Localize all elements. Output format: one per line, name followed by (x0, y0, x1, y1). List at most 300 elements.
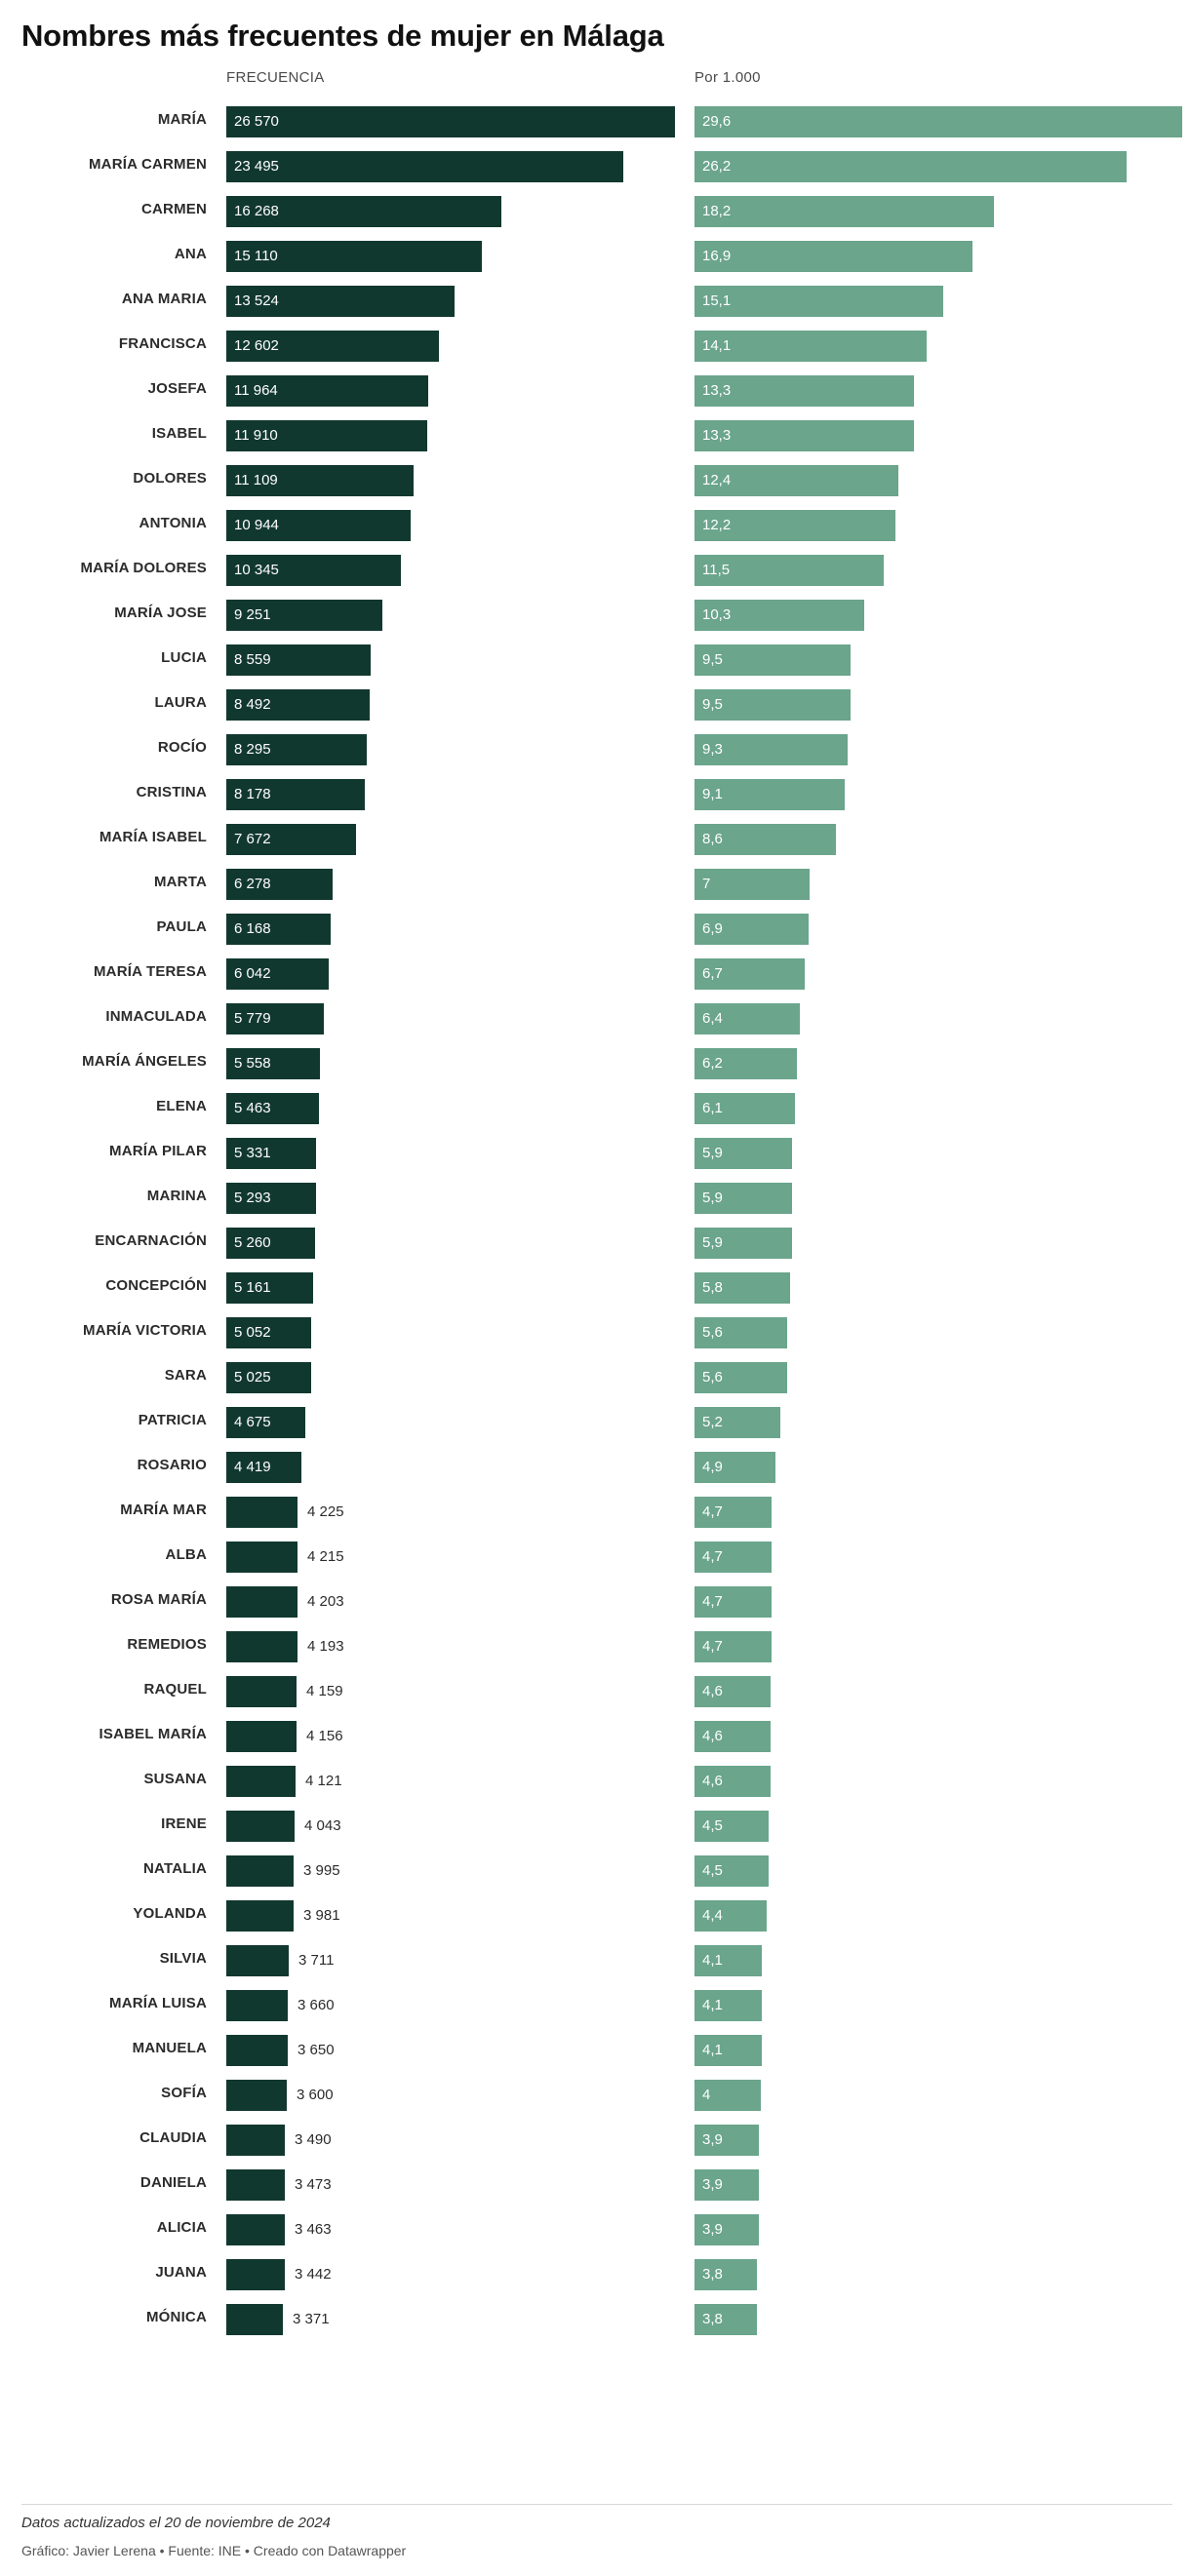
row-label: ELENA (156, 1098, 207, 1115)
frecuencia-bar-cell (226, 1542, 675, 1573)
frecuencia-bar-cell (226, 1990, 675, 2021)
por-mil-bar-cell (694, 2035, 1182, 2066)
frecuencia-value: 4 043 (304, 1817, 341, 1835)
por-mil-bar-cell (694, 689, 1182, 721)
por-mil-value: 3,9 (702, 2221, 723, 2239)
frecuencia-bar-cell (226, 1811, 675, 1842)
chart-row (21, 2210, 1169, 2255)
row-label: PAULA (156, 918, 207, 936)
frecuencia-bar-cell (226, 151, 675, 182)
frecuencia-bar-cell (226, 1407, 675, 1438)
chart-row (21, 371, 1169, 416)
por-mil-value: 5,2 (702, 1414, 723, 1431)
por-mil-value: 6,1 (702, 1100, 723, 1117)
frecuencia-value: 11 109 (234, 472, 278, 489)
por-mil-value: 5,8 (702, 1279, 723, 1297)
frecuencia-bar-cell (226, 2125, 675, 2156)
por-mil-bar-cell (694, 600, 1182, 631)
frecuencia-bar-cell (226, 824, 675, 855)
row-label: ROSARIO (137, 1457, 207, 1474)
frecuencia-value: 4 419 (234, 1459, 271, 1476)
por-mil-value: 6,7 (702, 965, 723, 983)
frecuencia-bar-cell (226, 1452, 675, 1483)
frecuencia-value: 5 293 (234, 1190, 271, 1207)
por-mil-value: 4,9 (702, 1459, 723, 1476)
por-mil-bar-cell (694, 779, 1182, 810)
frecuencia-bar-cell (226, 1317, 675, 1348)
frecuencia-bar (226, 1945, 289, 1976)
row-label: PATRICIA (138, 1412, 207, 1429)
por-mil-bar-cell (694, 286, 1182, 317)
footer-divider (21, 2504, 1172, 2505)
frecuencia-value: 10 944 (234, 517, 279, 534)
footer-credit: Gráfico: Javier Lerena • Fuente: INE • Creado con Datawrapper (21, 2543, 407, 2558)
frecuencia-value: 8 178 (234, 786, 271, 803)
por-mil-bar-cell (694, 1900, 1182, 1932)
por-mil-value: 15,1 (702, 293, 732, 310)
frecuencia-bar-cell (226, 2259, 675, 2290)
frecuencia-bar (226, 1586, 298, 1618)
por-mil-value: 11,5 (702, 562, 731, 579)
frecuencia-bar (226, 2169, 285, 2201)
row-label: ISABEL (151, 425, 207, 443)
frecuencia-bar-cell (226, 2080, 675, 2111)
frecuencia-bar (226, 2125, 285, 2156)
frecuencia-bar-cell (226, 1497, 675, 1528)
frecuencia-value: 5 331 (234, 1145, 271, 1162)
frecuencia-bar (226, 1542, 298, 1573)
por-mil-bar (694, 286, 943, 317)
por-mil-value: 8,6 (702, 831, 723, 848)
frecuencia-bar-cell (226, 2214, 675, 2245)
por-mil-bar-cell (694, 1452, 1182, 1483)
por-mil-bar-cell (694, 1093, 1182, 1124)
frecuencia-bar-cell (226, 555, 675, 586)
frecuencia-value: 15 110 (234, 248, 278, 265)
por-mil-value: 16,9 (702, 248, 732, 265)
frecuencia-value: 3 600 (297, 2087, 334, 2104)
frecuencia-bar-cell (226, 2169, 675, 2201)
por-mil-bar-cell (694, 2304, 1182, 2335)
frecuencia-bar-cell (226, 1138, 675, 1169)
por-mil-value: 6,4 (702, 1010, 723, 1028)
frecuencia-bar-cell (226, 1945, 675, 1976)
frecuencia-value: 8 295 (234, 741, 271, 759)
row-label: MARINA (146, 1188, 207, 1205)
chart-row (21, 1941, 1169, 1986)
row-label: MARÍA CARMEN (88, 156, 207, 174)
frecuencia-bar-cell (226, 1183, 675, 1214)
por-mil-bar-cell (694, 555, 1182, 586)
frecuencia-bar-cell (226, 914, 675, 945)
por-mil-value: 4,4 (702, 1907, 723, 1925)
por-mil-value: 14,1 (702, 337, 732, 355)
frecuencia-value: 4 225 (307, 1503, 344, 1521)
column-header-por-mil: Por 1.000 (694, 69, 761, 87)
por-mil-value: 4,1 (702, 1997, 723, 2014)
frecuencia-value: 8 492 (234, 696, 271, 714)
por-mil-value: 5,9 (702, 1145, 723, 1162)
por-mil-bar-cell (694, 241, 1182, 272)
frecuencia-bar (226, 1721, 297, 1752)
por-mil-value: 4,1 (702, 2042, 723, 2059)
frecuencia-value: 16 268 (234, 203, 279, 220)
por-mil-bar-cell (694, 734, 1182, 765)
frecuencia-value: 4 193 (307, 1638, 344, 1656)
por-mil-value: 5,9 (702, 1234, 723, 1252)
frecuencia-bar-cell (226, 689, 675, 721)
frecuencia-value: 4 215 (307, 1548, 344, 1566)
frecuencia-bar-cell (226, 1362, 675, 1393)
chart-row (21, 1268, 1169, 1313)
por-mil-bar-cell (694, 1631, 1182, 1662)
row-label: MANUELA (132, 2040, 207, 2057)
por-mil-bar-cell (694, 1183, 1182, 1214)
row-label: MARÍA ÁNGELES (82, 1053, 207, 1071)
frecuencia-value: 4 121 (305, 1773, 342, 1790)
chart-row (21, 1852, 1169, 1896)
frecuencia-value: 4 675 (234, 1414, 271, 1431)
row-label: ALICIA (156, 2219, 207, 2237)
chart-row (21, 1313, 1169, 1358)
frecuencia-bar-cell (226, 510, 675, 541)
chart-row (21, 1807, 1169, 1852)
row-label: DANIELA (139, 2174, 207, 2192)
chart-row (21, 685, 1169, 730)
por-mil-bar-cell (694, 151, 1182, 182)
frecuencia-value: 8 559 (234, 651, 271, 669)
row-label: YOLANDA (133, 1905, 207, 1923)
frecuencia-value: 4 159 (306, 1683, 343, 1700)
chart-row (21, 1089, 1169, 1134)
por-mil-bar-cell (694, 824, 1182, 855)
row-label: MARÍA JOSE (114, 605, 207, 622)
chart-row (21, 551, 1169, 596)
chart-row (21, 2121, 1169, 2166)
por-mil-bar-cell (694, 1811, 1182, 1842)
frecuencia-bar-cell (226, 644, 675, 676)
frecuencia-bar-cell (226, 106, 675, 137)
por-mil-value: 13,3 (702, 382, 732, 400)
frecuencia-value: 23 495 (234, 158, 279, 176)
chart-row (21, 1044, 1169, 1089)
por-mil-value: 4,7 (702, 1503, 723, 1521)
page-title: Nombres más frecuentes de mujer en Málaga (21, 19, 664, 53)
por-mil-bar-cell (694, 2214, 1182, 2245)
row-label: MARÍA TERESA (93, 963, 207, 981)
por-mil-bar-cell (694, 644, 1182, 676)
frecuencia-bar-cell (226, 2304, 675, 2335)
row-label: INMACULADA (105, 1008, 207, 1026)
row-label: MARÍA VICTORIA (83, 1322, 207, 1340)
chart-row (21, 1538, 1169, 1582)
chart-row (21, 1403, 1169, 1448)
por-mil-bar-cell (694, 1048, 1182, 1079)
row-label: MARÍA PILAR (109, 1143, 207, 1160)
por-mil-bar-cell (694, 2080, 1182, 2111)
column-headers (21, 69, 1169, 95)
frecuencia-bar-cell (226, 420, 675, 451)
por-mil-value: 3,8 (702, 2311, 723, 2328)
por-mil-bar-cell (694, 1138, 1182, 1169)
row-label: CRISTINA (136, 784, 207, 801)
chart-row (21, 1717, 1169, 1762)
frecuencia-value: 3 442 (295, 2266, 332, 2283)
frecuencia-bar (226, 2080, 287, 2111)
por-mil-value: 4,5 (702, 1862, 723, 1880)
por-mil-bar-cell (694, 106, 1182, 137)
frecuencia-value: 5 260 (234, 1234, 271, 1252)
por-mil-bar-cell (694, 1272, 1182, 1304)
frecuencia-bar-cell (226, 2035, 675, 2066)
por-mil-bar-cell (694, 869, 1182, 900)
por-mil-bar-cell (694, 465, 1182, 496)
chart-row (21, 730, 1169, 775)
por-mil-value: 12,2 (702, 517, 732, 534)
frecuencia-bar (226, 1676, 297, 1707)
row-label: SOFÍA (161, 2085, 207, 2102)
frecuencia-bar-cell (226, 1676, 675, 1707)
por-mil-bar-cell (694, 1721, 1182, 1752)
row-label: LAURA (154, 694, 207, 712)
frecuencia-value: 6 278 (234, 876, 271, 893)
frecuencia-value: 5 025 (234, 1369, 271, 1386)
por-mil-bar-cell (694, 375, 1182, 407)
chart-row (21, 999, 1169, 1044)
frecuencia-value: 11 910 (234, 427, 278, 445)
por-mil-value: 5,9 (702, 1190, 723, 1207)
por-mil-value: 5,6 (702, 1324, 723, 1342)
chart-page (0, 18, 1190, 2576)
footer-note: Datos actualizados el 20 de noviembre de 2024 (21, 2515, 331, 2531)
row-label: ROCÍO (157, 739, 207, 757)
chart-row (21, 2300, 1169, 2345)
por-mil-value: 9,5 (702, 651, 723, 669)
por-mil-value: 5,6 (702, 1369, 723, 1386)
row-label: JUANA (155, 2264, 207, 2282)
chart-row (21, 1448, 1169, 1493)
frecuencia-bar (226, 151, 623, 182)
frecuencia-bar-cell (226, 779, 675, 810)
frecuencia-bar-cell (226, 241, 675, 272)
row-label: FRANCISCA (118, 335, 207, 353)
chart-row (21, 1762, 1169, 1807)
chart-row (21, 327, 1169, 371)
chart-row (21, 910, 1169, 955)
por-mil-value: 9,5 (702, 696, 723, 714)
frecuencia-value: 5 558 (234, 1055, 271, 1073)
frecuencia-bar-cell (226, 331, 675, 362)
row-label: DOLORES (133, 470, 207, 488)
row-label: MARÍA DOLORES (80, 560, 207, 577)
row-label: SILVIA (159, 1950, 207, 1968)
frecuencia-bar (226, 1631, 298, 1662)
por-mil-value: 13,3 (702, 427, 732, 445)
chart-footer (21, 2504, 1172, 2558)
por-mil-bar-cell (694, 2259, 1182, 2290)
chart-row (21, 2031, 1169, 2076)
chart-row (21, 1134, 1169, 1179)
frecuencia-value: 3 660 (298, 1997, 335, 2014)
frecuencia-value: 3 490 (295, 2131, 332, 2149)
por-mil-value: 4,5 (702, 1817, 723, 1835)
por-mil-bar-cell (694, 1990, 1182, 2021)
row-label: CONCEPCIÓN (105, 1277, 207, 1295)
chart-row (21, 102, 1169, 147)
por-mil-bar (694, 106, 1182, 137)
frecuencia-bar (226, 1990, 288, 2021)
frecuencia-value: 3 371 (293, 2311, 330, 2328)
frecuencia-bar-cell (226, 869, 675, 900)
frecuencia-bar-cell (226, 1766, 675, 1797)
chart-row (21, 820, 1169, 865)
row-label: LUCIA (161, 649, 207, 667)
por-mil-value: 4,6 (702, 1728, 723, 1745)
chart-row (21, 1582, 1169, 1627)
chart-row (21, 1672, 1169, 1717)
por-mil-bar-cell (694, 420, 1182, 451)
frecuencia-bar-cell (226, 1900, 675, 1932)
chart-row (21, 955, 1169, 999)
por-mil-value: 9,1 (702, 786, 723, 803)
row-label: MARÍA LUISA (109, 1995, 207, 2012)
row-label: MÓNICA (145, 2309, 207, 2326)
frecuencia-value: 5 052 (234, 1324, 271, 1342)
frecuencia-value: 3 650 (298, 2042, 335, 2059)
frecuencia-value: 9 251 (234, 606, 271, 624)
por-mil-value: 4,7 (702, 1548, 723, 1566)
frecuencia-value: 5 779 (234, 1010, 271, 1028)
frecuencia-value: 26 570 (234, 113, 279, 131)
frecuencia-bar (226, 2214, 285, 2245)
por-mil-value: 3,9 (702, 2176, 723, 2194)
frecuencia-value: 12 602 (234, 337, 279, 355)
por-mil-bar-cell (694, 1586, 1182, 1618)
por-mil-bar-cell (694, 1407, 1182, 1438)
por-mil-value: 9,3 (702, 741, 723, 759)
por-mil-value: 3,8 (702, 2266, 723, 2283)
por-mil-value: 4,7 (702, 1593, 723, 1611)
frecuencia-bar-cell (226, 1855, 675, 1887)
por-mil-value: 3,9 (702, 2131, 723, 2149)
row-label: ANTONIA (139, 515, 207, 532)
frecuencia-bar-cell (226, 1586, 675, 1618)
frecuencia-value: 10 345 (234, 562, 279, 579)
por-mil-bar-cell (694, 1003, 1182, 1034)
chart-row (21, 282, 1169, 327)
frecuencia-value: 4 203 (307, 1593, 344, 1611)
row-label: ANA MARIA (121, 291, 207, 308)
frecuencia-bar (226, 1766, 296, 1797)
chart-row (21, 1179, 1169, 1224)
row-label: CARMEN (140, 201, 207, 218)
frecuencia-bar-cell (226, 465, 675, 496)
row-label: JOSEFA (147, 380, 207, 398)
row-label: MARÍA (157, 111, 207, 129)
chart-row (21, 2255, 1169, 2300)
chart-row (21, 416, 1169, 461)
por-mil-value: 4,7 (702, 1638, 723, 1656)
bar-chart (21, 102, 1169, 2345)
frecuencia-bar-cell (226, 1003, 675, 1034)
chart-row (21, 1224, 1169, 1268)
row-label: ISABEL MARÍA (99, 1726, 207, 1743)
por-mil-value: 12,4 (702, 472, 732, 489)
chart-row (21, 1896, 1169, 1941)
chart-row (21, 865, 1169, 910)
por-mil-bar-cell (694, 1362, 1182, 1393)
column-header-frecuencia: FRECUENCIA (226, 69, 325, 87)
row-label: ENCARNACIÓN (95, 1232, 207, 1250)
row-label: MARÍA ISABEL (99, 829, 207, 846)
frecuencia-bar-cell (226, 1228, 675, 1259)
frecuencia-bar (226, 1811, 295, 1842)
por-mil-bar-cell (694, 1676, 1182, 1707)
chart-row (21, 1986, 1169, 2031)
por-mil-value: 4,6 (702, 1773, 723, 1790)
por-mil-bar-cell (694, 2169, 1182, 2201)
frecuencia-bar (226, 1497, 298, 1528)
frecuencia-value: 3 473 (295, 2176, 332, 2194)
frecuencia-bar-cell (226, 1272, 675, 1304)
chart-row (21, 147, 1169, 192)
row-label: CLAUDIA (139, 2129, 207, 2147)
por-mil-bar-cell (694, 1497, 1182, 1528)
frecuencia-bar-cell (226, 286, 675, 317)
por-mil-bar-cell (694, 2125, 1182, 2156)
frecuencia-value: 4 156 (306, 1728, 343, 1745)
por-mil-bar-cell (694, 1945, 1182, 1976)
frecuencia-value: 6 042 (234, 965, 271, 983)
frecuencia-bar (226, 2259, 285, 2290)
chart-row (21, 641, 1169, 685)
frecuencia-bar (226, 1900, 294, 1932)
por-mil-bar-cell (694, 1317, 1182, 1348)
frecuencia-value: 5 463 (234, 1100, 271, 1117)
frecuencia-bar-cell (226, 600, 675, 631)
por-mil-bar-cell (694, 1542, 1182, 1573)
por-mil-value: 26,2 (702, 158, 732, 176)
por-mil-value: 4 (702, 2087, 711, 2104)
por-mil-value: 10,3 (702, 606, 732, 624)
row-label: SARA (164, 1367, 207, 1385)
frecuencia-bar (226, 106, 675, 137)
por-mil-value: 4,1 (702, 1952, 723, 1970)
por-mil-bar-cell (694, 196, 1182, 227)
frecuencia-bar (226, 2035, 288, 2066)
por-mil-bar-cell (694, 1855, 1182, 1887)
por-mil-value: 6,9 (702, 920, 723, 938)
frecuencia-value: 7 672 (234, 831, 271, 848)
chart-row (21, 1493, 1169, 1538)
row-label: RAQUEL (143, 1681, 207, 1698)
frecuencia-bar (226, 1855, 294, 1887)
chart-row (21, 775, 1169, 820)
frecuencia-value: 6 168 (234, 920, 271, 938)
chart-row (21, 2166, 1169, 2210)
chart-row (21, 192, 1169, 237)
frecuencia-bar (226, 2304, 283, 2335)
frecuencia-bar-cell (226, 734, 675, 765)
por-mil-value: 18,2 (702, 203, 732, 220)
frecuencia-bar-cell (226, 375, 675, 407)
chart-row (21, 1627, 1169, 1672)
por-mil-bar-cell (694, 1228, 1182, 1259)
chart-row (21, 506, 1169, 551)
por-mil-value: 7 (702, 876, 711, 893)
frecuencia-bar-cell (226, 1631, 675, 1662)
row-label: MARÍA MAR (120, 1502, 207, 1519)
